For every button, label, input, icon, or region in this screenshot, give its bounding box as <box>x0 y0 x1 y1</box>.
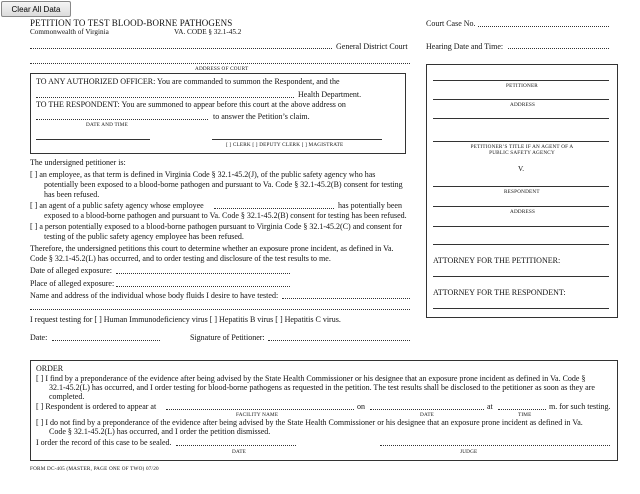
employee-name-field[interactable] <box>214 208 334 209</box>
respondent-address-line-2[interactable] <box>433 226 609 227</box>
order-date-field[interactable] <box>176 445 296 446</box>
option-employee-line1[interactable]: [ ] an employee, as that term is defined in Virginia Code § 32.1-45.2(J), of the public safety agency who has <box>30 170 376 179</box>
test-time-field[interactable] <box>498 409 546 410</box>
code-label: VA. CODE § 32.1-45.2 <box>174 28 242 36</box>
name-address-label: Name and address of the individual whose body fluids I desire to have tested: <box>30 291 279 300</box>
petitioner-address-line[interactable] <box>433 99 609 100</box>
order-at-label: at <box>487 402 493 411</box>
order-option1-line2: 32.1-45.2(L) has occurred, and I order testing for blood-borne pathogens as requested in the petition. The test results shall be disclosed to the petitioner as soon as they are <box>49 383 595 392</box>
individual-name-field[interactable] <box>282 298 410 299</box>
respondent-address-line[interactable] <box>433 206 609 207</box>
petitioner-address-caption: ADDRESS <box>510 102 536 108</box>
order-option1-line1[interactable]: [ ] I find by a preponderance of the evidence after being advised by the State Health Commissioner or his designee that an exposure prone incident as defined in Va. Code § <box>36 374 586 383</box>
court-label: General District Court <box>336 42 408 51</box>
order-option2[interactable]: [ ] Respondent is ordered to appear at <box>36 402 157 411</box>
answer-text: to answer the Petition’s claim. <box>213 112 310 121</box>
summons-respondent-text: TO THE RESPONDENT: You are summoned to appear before this court at the above address on <box>36 100 346 109</box>
therefore-line2: Code § 32.1-45.2(L) has occurred, and to order testing and disclosure of the test results to me. <box>30 254 331 263</box>
petitioner-address-line-2[interactable] <box>433 118 609 119</box>
order-option1-line3: completed. <box>49 392 85 401</box>
summons-officer-text: TO ANY AUTHORIZED OFFICER: You are commanded to summon the Respondent, and the <box>36 77 340 86</box>
date-exposure-field[interactable] <box>116 273 290 274</box>
court-address-field[interactable] <box>30 63 410 64</box>
versus-label: V. <box>518 165 525 173</box>
form-title: PETITION TO TEST BLOOD-BORNE PATHOGENS <box>30 18 233 28</box>
place-exposure-field[interactable] <box>116 286 290 287</box>
test-time-caption: TIME <box>518 412 532 418</box>
attorney-respondent-label: ATTORNEY FOR THE RESPONDENT: <box>433 288 566 297</box>
health-department-field[interactable] <box>36 97 294 98</box>
court-address-caption: ADDRESS OF COURT <box>195 66 249 72</box>
summons-date-line[interactable] <box>36 139 150 140</box>
attorney-respondent-line[interactable] <box>433 308 609 309</box>
order-option2-end: m. for such testing. <box>549 402 611 411</box>
respondent-name-line[interactable] <box>433 186 609 187</box>
clerk-caption: [ ] CLERK [ ] DEPUTY CLERK [ ] MAGISTRATE <box>226 142 344 148</box>
facility-caption: FACILITY NAME <box>236 412 279 418</box>
option-employee-line2: potentially been exposed to a blood-borne pathogen and pursuant to Va. Code § 32.1-45.2(B) consent for testing <box>44 180 403 189</box>
petitioner-name-line[interactable] <box>433 80 609 81</box>
option-person-line1[interactable]: [ ] a person potentially exposed to a blood-borne pathogen pursuant to Virginia Code § 32.1-45.2(C) and consent for <box>30 222 403 231</box>
option-agent-line1[interactable]: [ ] an agent of a public safety agency whose employee <box>30 201 204 210</box>
petition-date-field[interactable] <box>52 340 160 341</box>
signature-label: Signature of Petitioner: <box>190 333 265 342</box>
petitioner-intro: The undersigned petitioner is: <box>30 158 126 167</box>
attorney-petitioner-line[interactable] <box>433 276 609 277</box>
facility-name-field[interactable] <box>166 409 354 410</box>
petitioner-title-line[interactable] <box>433 141 609 142</box>
attorney-petitioner-label: ATTORNEY FOR THE PETITIONER: <box>433 256 561 265</box>
order-on-label: on <box>357 402 365 411</box>
individual-address-field[interactable] <box>30 309 410 310</box>
judge-caption: JUDGE <box>460 449 478 455</box>
health-department-label: Health Department. <box>298 90 362 99</box>
place-exposure-label: Place of alleged exposure: <box>30 279 115 288</box>
clear-all-data-button[interactable]: Clear All Data <box>1 1 71 17</box>
case-number-field[interactable] <box>478 26 609 27</box>
therefore-line1: Therefore, the undersigned petitions this court to determine whether an exposure prone incident, as defined in Va. <box>30 244 394 253</box>
hearing-label: Hearing Date and Time: <box>426 42 504 51</box>
option-agent-line2: exposed to a blood-borne pathogen and pursuant to Va. Code § 32.1-45.2(B) consent for testing has been refused. <box>44 211 407 220</box>
test-date-caption: DATE <box>420 412 435 418</box>
respondent-address-caption: ADDRESS <box>510 209 536 215</box>
petitioner-title-caption: PETITIONER’S TITLE IF AN AGENT OF A PUBLIC SAFETY AGENCY <box>470 144 574 156</box>
clerk-signature-line[interactable] <box>212 139 382 140</box>
case-number-label: Court Case No. <box>426 19 476 28</box>
date-time-caption: DATE AND TIME <box>86 122 128 128</box>
hearing-date-field[interactable] <box>508 48 609 49</box>
order-heading: ORDER <box>36 364 64 373</box>
petitioner-caption: PETITIONER <box>506 83 538 89</box>
option-person-line2: testing of the public safety agency employee has been refused. <box>44 232 244 241</box>
test-date-field[interactable] <box>370 409 484 410</box>
appearance-date-field[interactable] <box>36 119 208 120</box>
judge-signature-field[interactable] <box>380 445 610 446</box>
testing-request[interactable]: I request testing for [ ] Human Immunodeficiency virus [ ] Hepatitis B virus [ ] Hepatitis C virus. <box>30 315 341 324</box>
order-date-caption: DATE <box>232 449 247 455</box>
form-number: FORM DC-405 (MASTER, PAGE ONE OF TWO) 07/20 <box>30 466 159 472</box>
option-employee-line3: has been refused. <box>44 190 100 199</box>
petitioner-signature-field[interactable] <box>268 340 410 341</box>
sealed-order-text: I order the record of this case to be sealed. <box>36 438 172 447</box>
option-agent-line1-end: has potentially been <box>338 201 402 210</box>
date-exposure-label: Date of alleged exposure: <box>30 266 112 275</box>
respondent-caption: RESPONDENT <box>504 189 540 195</box>
court-name-field[interactable] <box>30 48 332 49</box>
state-label: Commonwealth of Virginia <box>30 28 109 36</box>
order-option3-line1[interactable]: [ ] I do not find by a preponderance of the evidence after being advised by the State Health Commissioner or his designee that an exposure prone incident as defined in Va. <box>36 418 583 427</box>
respondent-address-line-3[interactable] <box>433 244 609 245</box>
order-option3-line2: Code § 32.1-45.2(L) has occurred, and I order the petition dismissed. <box>49 427 271 436</box>
date-label: Date: <box>30 333 48 342</box>
